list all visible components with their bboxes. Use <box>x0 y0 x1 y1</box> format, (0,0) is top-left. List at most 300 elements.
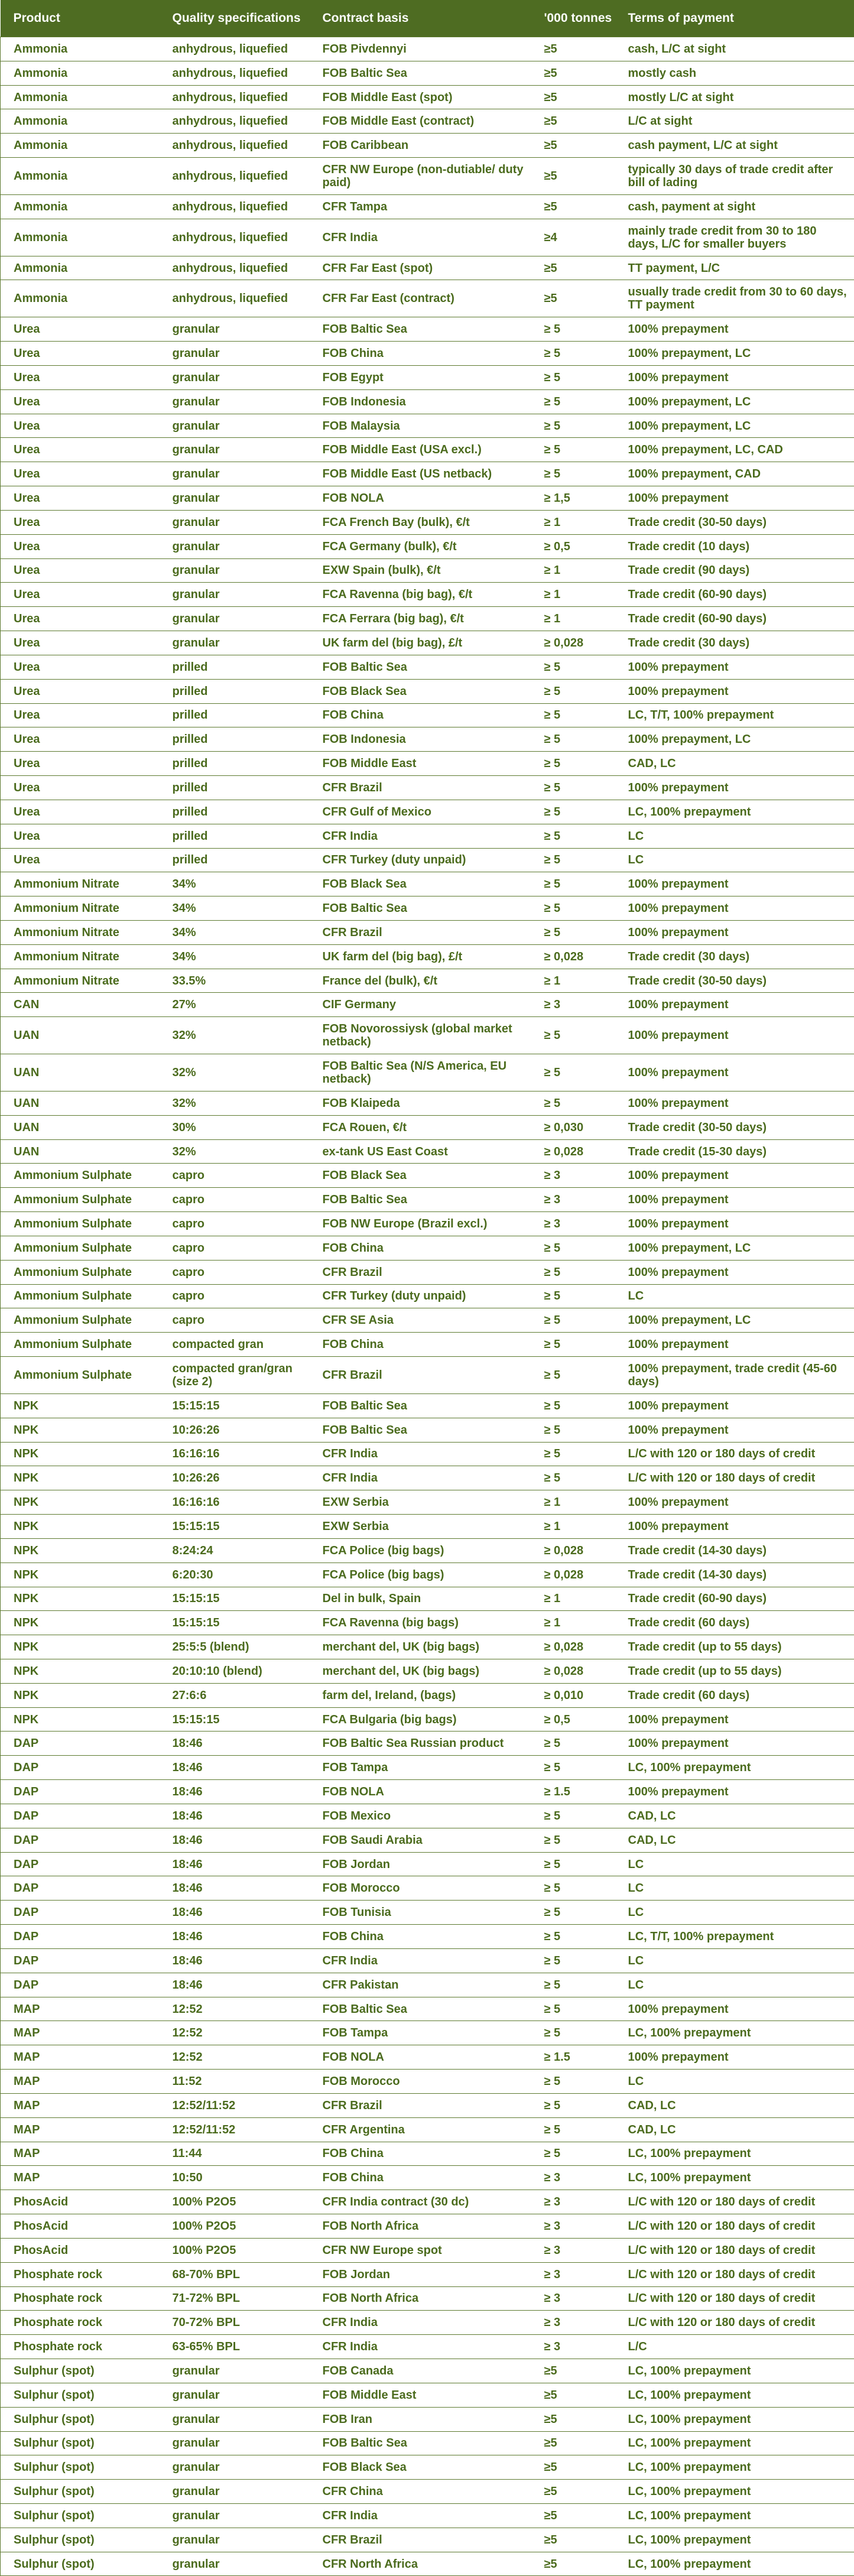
cell-product: NPK <box>1 1707 160 1732</box>
cell-product: NPK <box>1 1635 160 1659</box>
cell-product: Phosphate rock <box>1 2286 160 2311</box>
table-row <box>1 1418 854 1442</box>
cell-payment-terms: L/C with 120 or 180 days of credit <box>615 2286 854 2311</box>
cell-quality: capro <box>160 1284 310 1308</box>
cell-payment-terms: L/C with 120 or 180 days of credit <box>615 2214 854 2239</box>
cell-product: Urea <box>1 462 160 486</box>
cell-tonnes: ≥ 1 <box>531 583 615 607</box>
cell-quality: 18:46 <box>160 1804 310 1828</box>
cell-tonnes: ≥ 5 <box>531 872 615 896</box>
cell-contract-basis: FOB NOLA <box>310 2045 531 2070</box>
table-row <box>1 1563 854 1587</box>
cell-contract-basis: FCA Germany (bulk), €/t <box>310 534 531 558</box>
cell-payment-terms: 100% prepayment <box>615 1393 854 1418</box>
table-row <box>1 342 854 366</box>
cell-payment-terms: Trade credit (30-50 days) <box>615 510 854 534</box>
cell-tonnes: ≥ 3 <box>531 2311 615 2335</box>
cell-tonnes: ≥ 5 <box>531 2093 615 2117</box>
cell-contract-basis: France del (bulk), €/t <box>310 969 531 993</box>
cell-payment-terms: 100% prepayment, LC <box>615 727 854 752</box>
cell-tonnes: ≥ 1 <box>531 1611 615 1635</box>
cell-contract-basis: CFR China <box>310 2480 531 2504</box>
cell-tonnes: ≥5 <box>531 85 615 109</box>
cell-quality: 100% P2O5 <box>160 2190 310 2214</box>
cell-quality: prilled <box>160 655 310 679</box>
cell-quality: 27% <box>160 993 310 1017</box>
cell-quality: 18:46 <box>160 1756 310 1780</box>
cell-product: Urea <box>1 534 160 558</box>
cell-tonnes: ≥5 <box>531 61 615 85</box>
cell-product: MAP <box>1 2166 160 2190</box>
cell-quality: granular <box>160 2383 310 2407</box>
cell-quality: 18:46 <box>160 1876 310 1901</box>
cell-tonnes: ≥ 0,030 <box>531 1115 615 1139</box>
cell-quality: 34% <box>160 920 310 944</box>
cell-contract-basis: FOB Morocco <box>310 2070 531 2094</box>
table-row <box>1 2359 854 2383</box>
cell-product: NPK <box>1 1611 160 1635</box>
cell-contract-basis: FOB Saudi Arabia <box>310 1828 531 1852</box>
cell-product: DAP <box>1 1828 160 1852</box>
cell-tonnes: ≥ 5 <box>531 1284 615 1308</box>
cell-product: Sulphur (spot) <box>1 2528 160 2552</box>
cell-payment-terms: LC, T/T, 100% prepayment <box>615 703 854 727</box>
cell-payment-terms: 100% prepayment <box>615 776 854 800</box>
cell-quality: granular <box>160 365 310 389</box>
cell-tonnes: ≥ 3 <box>531 993 615 1017</box>
cell-payment-terms: typically 30 days of trade credit after bill of lading <box>615 158 854 195</box>
cell-payment-terms: cash payment, L/C at sight <box>615 134 854 158</box>
cell-tonnes: ≥ 5 <box>531 1852 615 1876</box>
cell-payment-terms: 100% prepayment <box>615 920 854 944</box>
cell-tonnes: ≥ 1 <box>531 510 615 534</box>
cell-quality: 6:20:30 <box>160 1563 310 1587</box>
cell-product: Ammonium Nitrate <box>1 920 160 944</box>
cell-payment-terms: LC <box>615 1973 854 1997</box>
cell-product: PhosAcid <box>1 2238 160 2262</box>
cell-contract-basis: FOB NOLA <box>310 1780 531 1804</box>
cell-contract-basis: FCA Ravenna (big bag), €/t <box>310 583 531 607</box>
table-row <box>1 848 854 872</box>
column-header-product: Product <box>1 0 160 37</box>
cell-product: Ammonium Sulphate <box>1 1164 160 1188</box>
cell-contract-basis: CFR India <box>310 2311 531 2335</box>
cell-quality: prilled <box>160 800 310 824</box>
table-row <box>1 1756 854 1780</box>
cell-contract-basis: farm del, Ireland, (bags) <box>310 1683 531 1707</box>
cell-payment-terms: L/C at sight <box>615 109 854 134</box>
cell-payment-terms: 100% prepayment, LC <box>615 1308 854 1333</box>
cell-tonnes: ≥5 <box>531 280 615 317</box>
cell-tonnes: ≥ 5 <box>531 727 615 752</box>
cell-tonnes: ≥ 5 <box>531 1333 615 1357</box>
cell-tonnes: ≥5 <box>531 2431 615 2455</box>
cell-contract-basis: FOB China <box>310 1333 531 1357</box>
cell-payment-terms: LC <box>615 1876 854 1901</box>
cell-contract-basis: CFR India contract (30 dc) <box>310 2190 531 2214</box>
table-row <box>1 1828 854 1852</box>
cell-product: DAP <box>1 1852 160 1876</box>
cell-product: Urea <box>1 800 160 824</box>
cell-contract-basis: FOB Tunisia <box>310 1901 531 1925</box>
cell-tonnes: ≥ 1 <box>531 969 615 993</box>
column-header-tonnes: '000 tonnes <box>531 0 615 37</box>
cell-product: NPK <box>1 1587 160 1611</box>
cell-tonnes: ≥5 <box>531 37 615 61</box>
cell-payment-terms: TT payment, L/C <box>615 256 854 280</box>
cell-contract-basis: FOB Baltic Sea <box>310 1188 531 1212</box>
cell-contract-basis: FOB Baltic Sea <box>310 317 531 342</box>
cell-tonnes: ≥ 5 <box>531 1442 615 1466</box>
cell-quality: prilled <box>160 679 310 703</box>
table-row <box>1 510 854 534</box>
cell-quality: 18:46 <box>160 1948 310 1973</box>
cell-contract-basis: FOB North Africa <box>310 2214 531 2239</box>
cell-payment-terms: 100% prepayment <box>615 1188 854 1212</box>
cell-quality: 68-70% BPL <box>160 2262 310 2286</box>
cell-quality: granular <box>160 631 310 655</box>
cell-tonnes: ≥ 5 <box>531 1973 615 1997</box>
cell-tonnes: ≥ 5 <box>531 1732 615 1756</box>
table-row <box>1 61 854 85</box>
table-row <box>1 1442 854 1466</box>
table-row <box>1 1635 854 1659</box>
cell-tonnes: ≥ 5 <box>531 896 615 921</box>
cell-payment-terms: 100% prepayment <box>615 1333 854 1357</box>
cell-tonnes: ≥ 3 <box>531 2335 615 2359</box>
table-row <box>1 1054 854 1092</box>
cell-payment-terms: LC, 100% prepayment <box>615 2142 854 2166</box>
cell-product: Sulphur (spot) <box>1 2480 160 2504</box>
cell-product: Phosphate rock <box>1 2335 160 2359</box>
cell-tonnes: ≥ 5 <box>531 1997 615 2021</box>
cell-tonnes: ≥ 5 <box>531 1017 615 1054</box>
table-row <box>1 2503 854 2528</box>
cell-product: Ammonium Nitrate <box>1 896 160 921</box>
cell-quality: granular <box>160 558 310 583</box>
cell-quality: 32% <box>160 1017 310 1054</box>
cell-contract-basis: CFR Tampa <box>310 194 531 219</box>
cell-product: MAP <box>1 2093 160 2117</box>
cell-contract-basis: FOB China <box>310 2142 531 2166</box>
cell-quality: anhydrous, liquefied <box>160 85 310 109</box>
cell-contract-basis: FCA Rouen, €/t <box>310 1115 531 1139</box>
cell-product: NPK <box>1 1418 160 1442</box>
cell-tonnes: ≥ 5 <box>531 703 615 727</box>
table-row <box>1 969 854 993</box>
cell-contract-basis: FOB Morocco <box>310 1876 531 1901</box>
cell-payment-terms: Trade credit (90 days) <box>615 558 854 583</box>
cell-product: Urea <box>1 824 160 848</box>
table-row <box>1 1780 854 1804</box>
table-row <box>1 1212 854 1236</box>
cell-tonnes: ≥ 5 <box>531 1828 615 1852</box>
cell-contract-basis: EXW Serbia <box>310 1515 531 1539</box>
cell-tonnes: ≥ 5 <box>531 462 615 486</box>
cell-tonnes: ≥ 5 <box>531 438 615 462</box>
cell-quality: prilled <box>160 703 310 727</box>
cell-contract-basis: FCA Police (big bags) <box>310 1563 531 1587</box>
table-row <box>1 2552 854 2576</box>
cell-contract-basis: CFR India <box>310 2335 531 2359</box>
cell-product: Urea <box>1 727 160 752</box>
cell-contract-basis: CFR Gulf of Mexico <box>310 800 531 824</box>
cell-quality: 15:15:15 <box>160 1611 310 1635</box>
cell-quality: 10:50 <box>160 2166 310 2190</box>
cell-quality: 18:46 <box>160 1780 310 1804</box>
cell-contract-basis: CIF Germany <box>310 993 531 1017</box>
cell-quality: prilled <box>160 824 310 848</box>
table-row <box>1 1925 854 1949</box>
cell-payment-terms: L/C with 120 or 180 days of credit <box>615 2238 854 2262</box>
cell-product: Urea <box>1 486 160 511</box>
cell-payment-terms: CAD, LC <box>615 2093 854 2117</box>
cell-product: Urea <box>1 583 160 607</box>
cell-tonnes: ≥ 5 <box>531 1236 615 1260</box>
cell-quality: granular <box>160 2431 310 2455</box>
table-row <box>1 1164 854 1188</box>
cell-tonnes: ≥ 0,028 <box>531 1538 615 1563</box>
cell-contract-basis: CFR Turkey (duty unpaid) <box>310 848 531 872</box>
column-header-contract-basis: Contract basis <box>310 0 531 37</box>
cell-contract-basis: CFR NW Europe spot <box>310 2238 531 2262</box>
cell-product: Urea <box>1 389 160 414</box>
cell-payment-terms: LC, 100% prepayment <box>615 2407 854 2431</box>
cell-product: MAP <box>1 2070 160 2094</box>
cell-contract-basis: FOB Jordan <box>310 2262 531 2286</box>
cell-tonnes: ≥ 5 <box>531 824 615 848</box>
cell-tonnes: ≥5 <box>531 2383 615 2407</box>
cell-quality: anhydrous, liquefied <box>160 256 310 280</box>
cell-quality: 16:16:16 <box>160 1442 310 1466</box>
cell-quality: 18:46 <box>160 1973 310 1997</box>
cell-contract-basis: FOB Novorossiysk (global market netback) <box>310 1017 531 1054</box>
table-row <box>1 109 854 134</box>
cell-quality: 34% <box>160 896 310 921</box>
cell-payment-terms: mostly L/C at sight <box>615 85 854 109</box>
table-row <box>1 1188 854 1212</box>
cell-payment-terms: LC, 100% prepayment <box>615 800 854 824</box>
cell-quality: 20:10:10 (blend) <box>160 1659 310 1684</box>
cell-contract-basis: FCA Bulgaria (big bags) <box>310 1707 531 1732</box>
cell-quality: granular <box>160 317 310 342</box>
cell-tonnes: ≥ 3 <box>531 1188 615 1212</box>
cell-quality: granular <box>160 2503 310 2528</box>
cell-payment-terms: LC, T/T, 100% prepayment <box>615 1925 854 1949</box>
cell-product: DAP <box>1 1876 160 1901</box>
cell-quality: 32% <box>160 1139 310 1164</box>
table-row <box>1 583 854 607</box>
cell-contract-basis: FOB Tampa <box>310 1756 531 1780</box>
cell-payment-terms: LC, 100% prepayment <box>615 2480 854 2504</box>
table-row <box>1 158 854 195</box>
cell-product: Urea <box>1 776 160 800</box>
cell-contract-basis: FOB Baltic Sea Russian product <box>310 1732 531 1756</box>
cell-contract-basis: CFR Turkey (duty unpaid) <box>310 1284 531 1308</box>
cell-quality: anhydrous, liquefied <box>160 37 310 61</box>
cell-contract-basis: CFR India <box>310 824 531 848</box>
cell-quality: granular <box>160 389 310 414</box>
cell-product: Ammonia <box>1 280 160 317</box>
cell-payment-terms: 100% prepayment, LC, CAD <box>615 438 854 462</box>
cell-contract-basis: FCA French Bay (bulk), €/t <box>310 510 531 534</box>
cell-tonnes: ≥ 0,5 <box>531 534 615 558</box>
cell-contract-basis: FOB China <box>310 703 531 727</box>
table-row <box>1 2262 854 2286</box>
cell-quality: anhydrous, liquefied <box>160 134 310 158</box>
table-row <box>1 462 854 486</box>
table-row <box>1 1357 854 1394</box>
table-row <box>1 896 854 921</box>
cell-tonnes: ≥ 5 <box>531 776 615 800</box>
cell-tonnes: ≥ 5 <box>531 2142 615 2166</box>
cell-tonnes: ≥ 5 <box>531 342 615 366</box>
cell-contract-basis: FOB Baltic Sea <box>310 896 531 921</box>
cell-contract-basis: FOB Baltic Sea <box>310 1997 531 2021</box>
cell-contract-basis: CFR Far East (spot) <box>310 256 531 280</box>
cell-product: Ammonium Nitrate <box>1 944 160 969</box>
cell-quality: 32% <box>160 1091 310 1115</box>
cell-tonnes: ≥5 <box>531 2407 615 2431</box>
cell-product: Ammonium Sulphate <box>1 1357 160 1394</box>
table-row <box>1 872 854 896</box>
cell-quality: 18:46 <box>160 1901 310 1925</box>
cell-tonnes: ≥ 1 <box>531 607 615 631</box>
cell-contract-basis: FOB China <box>310 2166 531 2190</box>
cell-product: NPK <box>1 1393 160 1418</box>
cell-product: Ammonium Sulphate <box>1 1308 160 1333</box>
table-row <box>1 752 854 776</box>
cell-tonnes: ≥ 5 <box>531 800 615 824</box>
cell-tonnes: ≥ 0,028 <box>531 944 615 969</box>
table-row <box>1 2311 854 2335</box>
cell-payment-terms: LC, 100% prepayment <box>615 2552 854 2576</box>
table-row <box>1 1659 854 1684</box>
cell-quality: granular <box>160 486 310 511</box>
cell-quality: compacted gran <box>160 1333 310 1357</box>
table-row <box>1 703 854 727</box>
cell-payment-terms: Trade credit (14-30 days) <box>615 1538 854 1563</box>
cell-quality: granular <box>160 510 310 534</box>
cell-product: Urea <box>1 607 160 631</box>
cell-contract-basis: FOB NW Europe (Brazil excl.) <box>310 1212 531 1236</box>
cell-tonnes: ≥5 <box>531 194 615 219</box>
cell-product: Ammonia <box>1 109 160 134</box>
cell-tonnes: ≥ 5 <box>531 1393 615 1418</box>
cell-tonnes: ≥ 5 <box>531 1418 615 1442</box>
cell-tonnes: ≥ 1 <box>531 1587 615 1611</box>
table-row <box>1 1091 854 1115</box>
cell-payment-terms: 100% prepayment <box>615 1212 854 1236</box>
cell-tonnes: ≥ 5 <box>531 1308 615 1333</box>
cell-tonnes: ≥ 0,028 <box>531 1563 615 1587</box>
cell-contract-basis: CFR Far East (contract) <box>310 280 531 317</box>
cell-tonnes: ≥ 3 <box>531 2262 615 2286</box>
cell-tonnes: ≥ 0,028 <box>531 1659 615 1684</box>
cell-tonnes: ≥5 <box>531 2359 615 2383</box>
cell-contract-basis: FOB Black Sea <box>310 872 531 896</box>
cell-quality: capro <box>160 1164 310 1188</box>
cell-product: Urea <box>1 631 160 655</box>
cell-product: Ammonia <box>1 219 160 256</box>
cell-contract-basis: CFR India <box>310 2503 531 2528</box>
cell-product: Phosphate rock <box>1 2311 160 2335</box>
cell-contract-basis: FOB North Africa <box>310 2286 531 2311</box>
cell-product: Ammonium Sulphate <box>1 1212 160 1236</box>
cell-quality: 12:52 <box>160 2045 310 2070</box>
cell-payment-terms: Trade credit (30-50 days) <box>615 1115 854 1139</box>
cell-payment-terms: LC <box>615 2070 854 2094</box>
cell-contract-basis: FOB Middle East (USA excl.) <box>310 438 531 462</box>
cell-quality: 12:52 <box>160 1997 310 2021</box>
cell-payment-terms: Trade credit (up to 55 days) <box>615 1659 854 1684</box>
cell-quality: granular <box>160 2407 310 2431</box>
cell-product: Urea <box>1 510 160 534</box>
cell-payment-terms: 100% prepayment <box>615 679 854 703</box>
cell-product: MAP <box>1 2021 160 2045</box>
cell-payment-terms: L/C with 120 or 180 days of credit <box>615 1466 854 1490</box>
cell-payment-terms: 100% prepayment <box>615 365 854 389</box>
cell-payment-terms: L/C with 120 or 180 days of credit <box>615 1442 854 1466</box>
cell-payment-terms: 100% prepayment <box>615 1490 854 1515</box>
cell-payment-terms: 100% prepayment <box>615 1707 854 1732</box>
cell-tonnes: ≥5 <box>531 134 615 158</box>
cell-quality: 10:26:26 <box>160 1418 310 1442</box>
cell-tonnes: ≥ 5 <box>531 655 615 679</box>
cell-product: UAN <box>1 1139 160 1164</box>
table-body <box>1 37 854 2576</box>
cell-contract-basis: EXW Serbia <box>310 1490 531 1515</box>
cell-quality: anhydrous, liquefied <box>160 280 310 317</box>
cell-product: Ammonium Nitrate <box>1 969 160 993</box>
cell-contract-basis: FOB Jordan <box>310 1852 531 1876</box>
cell-tonnes: ≥5 <box>531 2480 615 2504</box>
column-header-payment-terms: Terms of payment <box>615 0 854 37</box>
cell-quality: 27:6:6 <box>160 1683 310 1707</box>
cell-contract-basis: FOB Malaysia <box>310 414 531 438</box>
cell-product: Ammonia <box>1 61 160 85</box>
cell-tonnes: ≥ 5 <box>531 1091 615 1115</box>
table-row <box>1 2190 854 2214</box>
cell-contract-basis: FOB Middle East (US netback) <box>310 462 531 486</box>
cell-product: Urea <box>1 655 160 679</box>
table-row <box>1 534 854 558</box>
cell-quality: prilled <box>160 752 310 776</box>
cell-payment-terms: Trade credit (14-30 days) <box>615 1563 854 1587</box>
table-header <box>1 0 854 37</box>
cell-contract-basis: FOB NOLA <box>310 486 531 511</box>
cell-tonnes: ≥ 5 <box>531 1054 615 1092</box>
cell-payment-terms: L/C <box>615 2335 854 2359</box>
cell-quality: granular <box>160 583 310 607</box>
table-row <box>1 414 854 438</box>
cell-quality: 12:52 <box>160 2021 310 2045</box>
cell-payment-terms: LC, 100% prepayment <box>615 1756 854 1780</box>
cell-product: Sulphur (spot) <box>1 2552 160 2576</box>
cell-tonnes: ≥5 <box>531 2503 615 2528</box>
cell-product: Urea <box>1 848 160 872</box>
cell-quality: capro <box>160 1188 310 1212</box>
cell-payment-terms: LC, 100% prepayment <box>615 2503 854 2528</box>
cell-tonnes: ≥ 5 <box>531 414 615 438</box>
cell-tonnes: ≥ 3 <box>531 2166 615 2190</box>
cell-contract-basis: FCA Police (big bags) <box>310 1538 531 1563</box>
cell-payment-terms: Trade credit (30-50 days) <box>615 969 854 993</box>
table-row <box>1 1683 854 1707</box>
cell-payment-terms: CAD, LC <box>615 1804 854 1828</box>
table-row <box>1 1466 854 1490</box>
cell-tonnes: ≥5 <box>531 2528 615 2552</box>
